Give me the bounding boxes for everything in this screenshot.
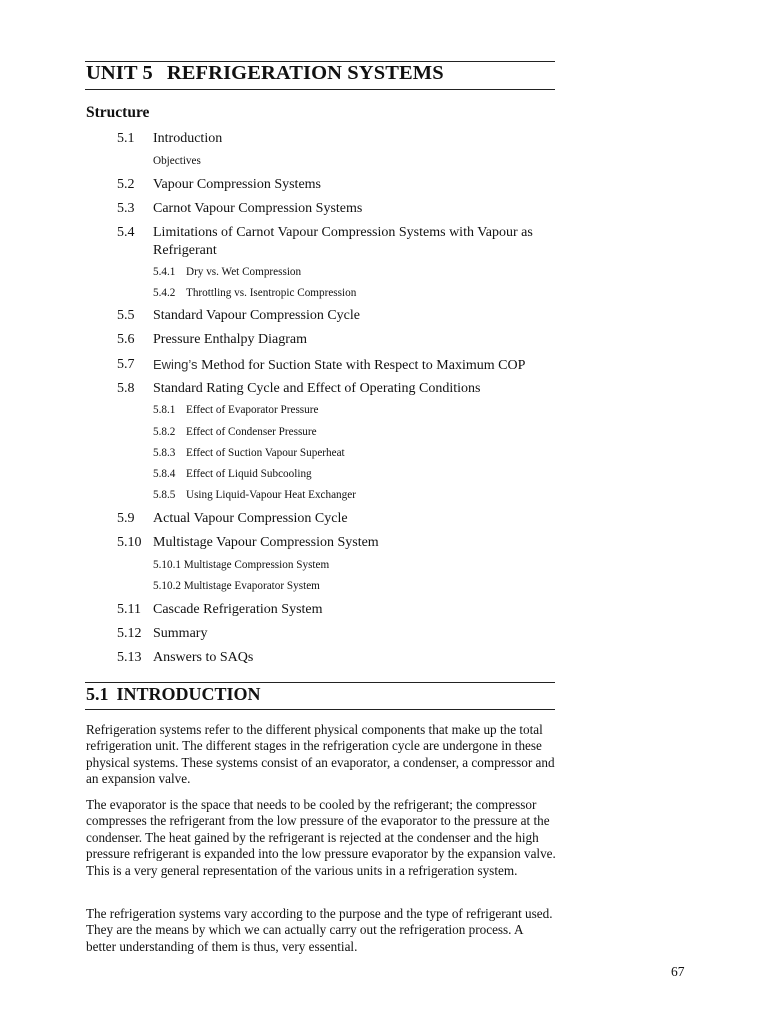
toc-number: 5.3 xyxy=(117,201,135,216)
toc-title: Effect of Suction Vapour Superheat xyxy=(186,447,345,459)
toc-number: 5.8.2 xyxy=(153,426,176,438)
toc-number: 5.4.2 xyxy=(153,287,176,299)
toc-title: Standard Rating Cycle and Effect of Operating Conditions xyxy=(153,381,481,396)
toc-title: Actual Vapour Compression Cycle xyxy=(153,511,348,526)
toc-title: Standard Vapour Compression Cycle xyxy=(153,308,360,323)
toc-number: 5.12 xyxy=(117,626,142,641)
toc-title: Effect of Liquid Subcooling xyxy=(186,468,312,480)
toc-number: 5.13 xyxy=(117,650,142,665)
toc-item-5-8-1 xyxy=(153,404,318,416)
toc-item-5-10-2 xyxy=(153,580,320,592)
toc-item-5-12 xyxy=(117,626,208,642)
toc-number: 5.2 xyxy=(117,177,135,192)
toc-item-5-1 xyxy=(117,131,223,147)
toc-title: Multistage Evaporator System xyxy=(183,580,320,592)
toc-number: 5.8 xyxy=(117,381,135,396)
toc-item-5-10-1 xyxy=(153,559,329,571)
toc-number: 5.1 xyxy=(117,131,135,146)
unit-name: REFRIGERATION SYSTEMS xyxy=(166,62,444,84)
unit-number: UNIT 5 xyxy=(86,62,153,84)
toc-number: 5.10.2 xyxy=(153,580,181,592)
toc-item-5-3 xyxy=(117,201,363,217)
toc-number: 5.8.4 xyxy=(153,468,176,480)
toc-title-rest: Method for Suction State with Respect to Maximum COP xyxy=(197,358,526,373)
toc-item-5-4 xyxy=(117,225,533,241)
toc-title: Effect of Evaporator Pressure xyxy=(186,404,319,416)
toc-item-5-4-1 xyxy=(153,266,301,278)
toc-title: Cascade Refrigeration System xyxy=(153,602,323,617)
toc-item-5-11 xyxy=(117,602,323,618)
toc-item-5-7 xyxy=(117,357,526,373)
toc-title: Throttling vs. Isentropic Compression xyxy=(186,287,357,299)
toc-title: Multistage Compression System xyxy=(183,559,330,571)
toc-item-5-4-2 xyxy=(153,287,356,299)
toc-number: 5.7 xyxy=(117,357,135,372)
toc-number: 5.10.1 xyxy=(153,559,181,571)
toc-number: 5.9 xyxy=(117,511,135,526)
toc-number: 5.8.1 xyxy=(153,404,176,416)
toc-title: Summary xyxy=(153,626,208,641)
toc-title: Vapour Compression Systems xyxy=(153,177,321,192)
paragraph-1: Refrigeration systems refer to the different physical components that make up the total refrigeration unit. The different stages in the refrigeration cycle are undergone in these physical systems. These systems consist of an evaporator, a condenser, a compressor and an expansion valve. xyxy=(86,722,555,787)
toc-item-5-10 xyxy=(117,535,379,551)
toc-item-5-2 xyxy=(117,177,321,193)
section-name: INTRODUCTION xyxy=(116,684,261,704)
toc-item-objectives: Objectives xyxy=(153,155,201,167)
paragraph-3: The refrigeration systems vary according to the purpose and the type of refrigerant used. They are the means by which we can actually carry out the refrigeration process. A better understanding of them is thus, very essential. xyxy=(86,906,553,954)
toc-number: 5.5 xyxy=(117,308,135,323)
toc-item-5-5 xyxy=(117,308,360,324)
section-title-bottom-rule xyxy=(85,709,555,710)
toc-title: Carnot Vapour Compression Systems xyxy=(153,201,363,216)
toc-item-5-8 xyxy=(117,381,481,397)
toc-title: Answers to SAQs xyxy=(153,650,254,665)
toc-title-prefix: Ewing’s xyxy=(153,357,198,372)
toc-number: 5.8.3 xyxy=(153,447,176,459)
toc-title: Effect of Condenser Pressure xyxy=(186,426,317,438)
toc-title: Multistage Vapour Compression System xyxy=(153,535,379,550)
toc-number: 5.4.1 xyxy=(153,266,176,278)
toc-title: Limitations of Carnot Vapour Compression Systems with Vapour as xyxy=(153,225,533,240)
toc-item-5-9 xyxy=(117,511,348,527)
toc-number: 5.11 xyxy=(117,602,141,617)
paragraph-2: The evaporator is the space that needs to be cooled by the refrigerant; the compressor compresses the refrigerant from the low pressure of the evaporator to the pressure at the condenser. The heat gained by the refrigerant is rejected at the condenser and the high pressure refrigerant is expanded into the low pressure evaporator by the expansion valve. This is a very general representation of the various units in a refrigeration system. xyxy=(86,797,556,878)
section-number: 5.1 xyxy=(86,684,109,704)
toc-title: Introduction xyxy=(153,131,223,146)
page-number: 67 xyxy=(671,964,685,979)
toc-item-5-8-3 xyxy=(153,447,345,459)
unit-title-bottom-rule xyxy=(85,89,555,90)
toc-number: 5.6 xyxy=(117,332,135,347)
toc-number: 5.8.5 xyxy=(153,489,176,501)
toc-item-5-6 xyxy=(117,332,307,348)
toc-item-5-4-continued: Refrigerant xyxy=(153,243,217,258)
toc-title: Dry vs. Wet Compression xyxy=(186,266,302,278)
toc-title: Pressure Enthalpy Diagram xyxy=(153,332,307,347)
toc-title: Using Liquid-Vapour Heat Exchanger xyxy=(186,489,356,501)
toc-number: 5.4 xyxy=(117,225,135,240)
toc-item-5-13 xyxy=(117,650,254,666)
toc-title xyxy=(153,357,525,374)
toc-item-5-8-2 xyxy=(153,426,317,438)
section-title-top-rule xyxy=(85,682,555,683)
section-title xyxy=(86,684,261,705)
toc-number: 5.10 xyxy=(117,535,142,550)
unit-title xyxy=(86,62,444,85)
toc-item-5-8-5 xyxy=(153,489,356,501)
toc-item-5-8-4 xyxy=(153,468,312,480)
structure-heading: Structure xyxy=(86,104,150,121)
